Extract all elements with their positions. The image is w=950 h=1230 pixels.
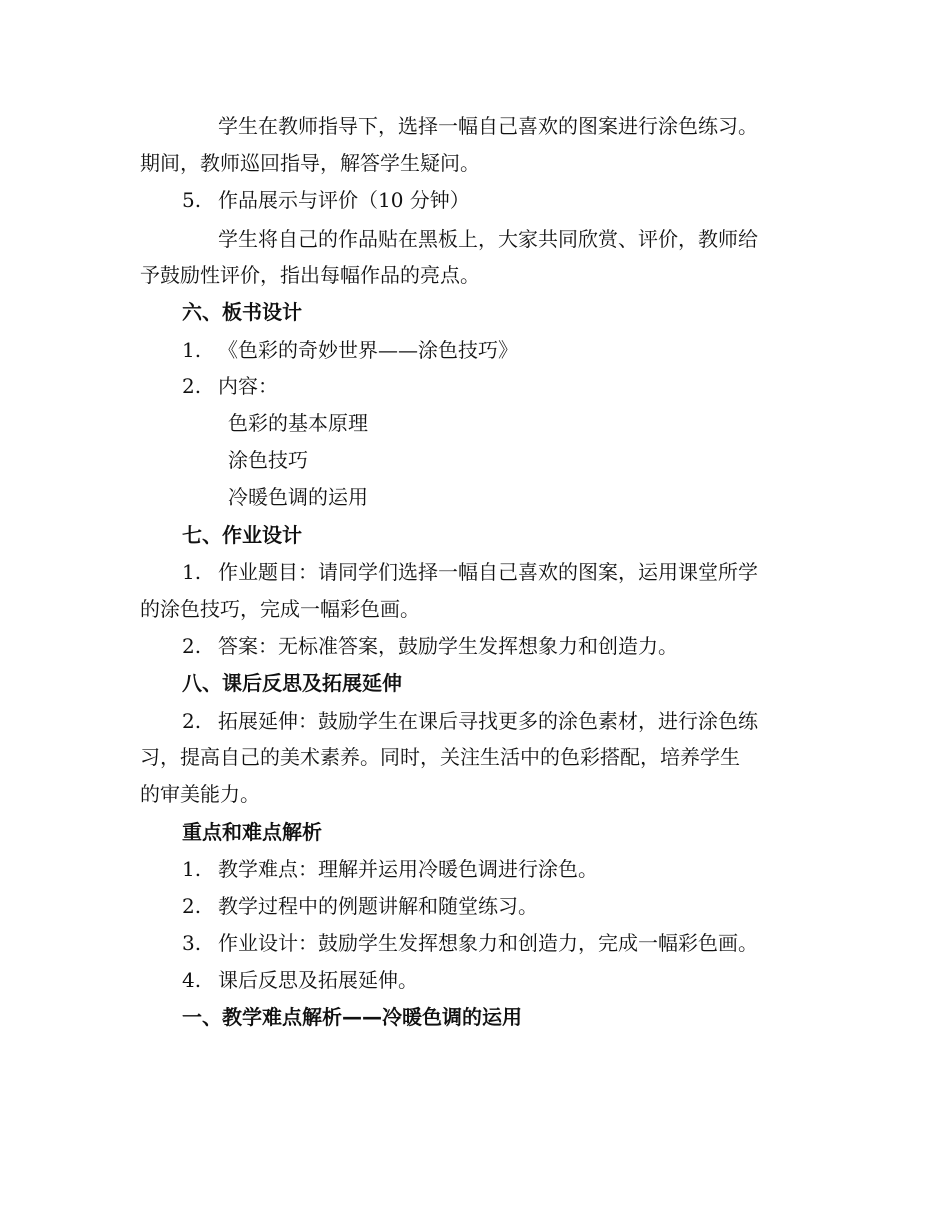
section-heading: 一、教学难点解析——冷暖色调的运用 xyxy=(182,1005,522,1029)
list-item xyxy=(182,372,278,400)
section-heading: 重点和难点解析 xyxy=(182,820,322,844)
list-item-text: 拓展延伸：鼓励学生在课后寻找更多的涂色素材，进行涂色练 xyxy=(218,709,758,733)
list-item xyxy=(182,892,538,920)
list-item xyxy=(182,336,518,364)
list-item xyxy=(182,929,758,957)
section-heading: 六、板书设计 xyxy=(182,300,302,324)
paragraph-line: 的涂色技巧，完成一幅彩色画。 xyxy=(140,597,420,621)
list-item-number: 3. xyxy=(182,931,202,955)
list-item-text: 作业题目：请同学们选择一幅自己喜欢的图案，运用课堂所学 xyxy=(218,560,758,584)
list-item-number: 4. xyxy=(182,968,202,992)
list-item-text: 《色彩的奇妙世界——涂色技巧》 xyxy=(218,338,518,362)
list-item-text: 教学过程中的例题讲解和随堂练习。 xyxy=(218,894,538,918)
paragraph-line: 期间，教师巡回指导，解答学生疑问。 xyxy=(140,151,480,175)
list-item xyxy=(182,707,758,735)
paragraph-line: 学生将自己的作品贴在黑板上，大家共同欣赏、评价，教师给 xyxy=(218,227,758,251)
list-item-text: 作品展示与评价（10 分钟） xyxy=(218,188,470,212)
sub-item: 色彩的基本原理 xyxy=(228,411,368,435)
section-heading: 八、课后反思及拓展延伸 xyxy=(182,671,402,695)
sub-item: 冷暖色调的运用 xyxy=(228,485,368,509)
list-item-number: 2. xyxy=(182,709,202,733)
list-item-number: 2. xyxy=(182,634,202,658)
paragraph-line: 习，提高自己的美术素养。同时，关注生活中的色彩搭配，培养学生 xyxy=(140,745,740,769)
paragraph-line: 的审美能力。 xyxy=(140,782,260,806)
list-item-text: 内容： xyxy=(218,374,278,398)
list-item-number: 1. xyxy=(182,560,202,584)
list-item-number: 1. xyxy=(182,857,202,881)
list-item-text: 作业设计：鼓励学生发挥想象力和创造力，完成一幅彩色画。 xyxy=(218,931,758,955)
sub-item: 涂色技巧 xyxy=(228,448,308,472)
list-item-number: 2. xyxy=(182,894,202,918)
list-item xyxy=(182,966,418,994)
list-item xyxy=(182,558,758,586)
list-item xyxy=(182,632,678,660)
list-item-text: 答案：无标准答案，鼓励学生发挥想象力和创造力。 xyxy=(218,634,678,658)
paragraph-line: 予鼓励性评价，指出每幅作品的亮点。 xyxy=(140,263,480,287)
list-item-text: 教学难点：理解并运用冷暖色调进行涂色。 xyxy=(218,857,598,881)
list-item-text: 课后反思及拓展延伸。 xyxy=(218,968,418,992)
list-item-number: 5. xyxy=(182,188,202,212)
list-item-number: 1. xyxy=(182,338,202,362)
section-heading: 七、作业设计 xyxy=(182,523,302,547)
list-item xyxy=(182,855,598,883)
paragraph-line: 学生在教师指导下，选择一幅自己喜欢的图案进行涂色练习。 xyxy=(218,114,758,138)
list-item-number: 2. xyxy=(182,374,202,398)
list-item xyxy=(182,186,470,214)
